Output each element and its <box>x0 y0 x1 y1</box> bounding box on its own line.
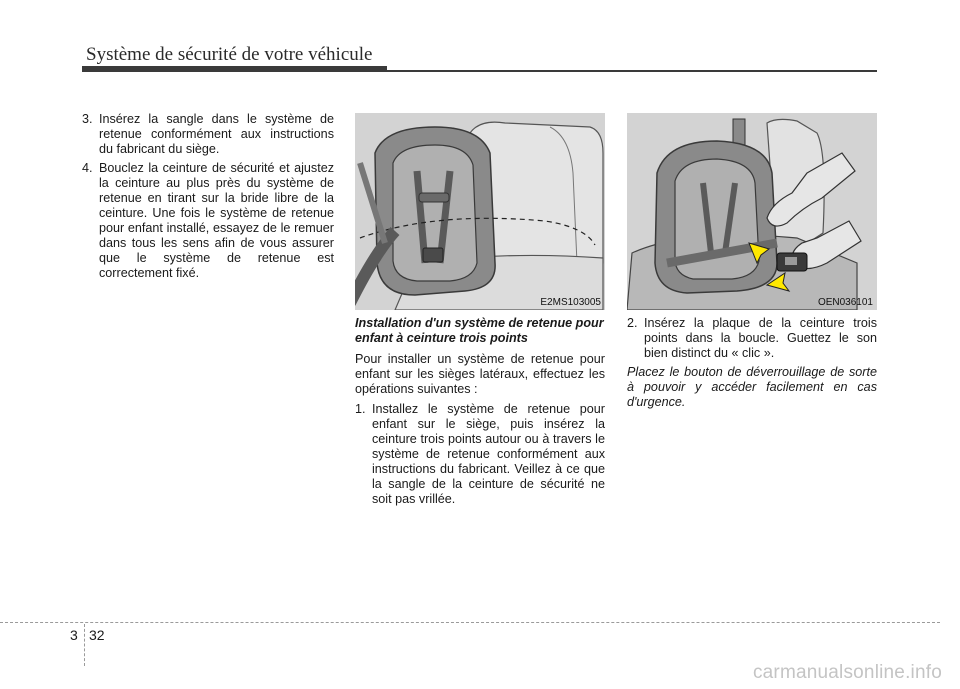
figure-code: E2MS103005 <box>540 297 601 308</box>
left-column <box>82 112 334 285</box>
watermark-text: carmanualsonline.info <box>752 662 942 683</box>
list-item-number: 3. <box>82 112 93 126</box>
figure-buckle-belt <box>627 113 877 310</box>
list-item-1 <box>355 402 605 507</box>
list-item-text: Insérez la sangle dans le système de retenue conformément aux instructions du fabricant du siège. <box>99 112 334 156</box>
list-item-text: Insérez la plaque de la ceinture trois points dans la boucle. Guettez le son bien distinct du « clic ». <box>644 316 877 360</box>
list-item-4 <box>82 161 334 281</box>
section-intro: Pour installer un système de retenue pour enfant sur les sièges latéraux, effectuez les opérations suivantes : <box>355 352 605 396</box>
list-item-text: Installez le système de retenue pour enfant sur le siège, puis insérez la ceinture trois points autour ou à travers le système de retenue conformément aux instructions du fabricant. Veillez à ce que la sangle de la ceinture de sécurité ne soit pas vrillée. <box>372 402 605 506</box>
list-item-2 <box>627 316 877 361</box>
section-subheading: Installation d'un système de retenue pour enfant à ceinture trois points <box>355 316 604 345</box>
list-item-number: 1. <box>355 402 366 416</box>
footer-vertical-dashed-rule <box>84 624 85 666</box>
page-chapter-number: 3 <box>70 627 78 643</box>
middle-column <box>355 316 605 511</box>
list-item-text: Bouclez la ceinture de sécurité et ajustez la ceinture au plus près du système de retenue en tirant sur la bride libre de la ceinture. Une fois le système de retenue pour enfant installé, essayez de le remuer dans tous les sens afin de vous assurer que le système de retenue est correctement fixé. <box>99 161 334 280</box>
header-rule-thin <box>82 70 877 72</box>
safety-note: Placez le bouton de déverrouillage de sorte à pouvoir y accéder facilement en cas d'urgence. <box>627 365 877 409</box>
child-seat-illustration <box>355 113 605 310</box>
figure-child-seat-bench <box>355 113 605 310</box>
buckle-illustration <box>627 113 877 310</box>
page-header-title: Système de sécurité de votre véhicule <box>86 44 373 65</box>
footer-dashed-rule <box>0 622 940 623</box>
list-item-3 <box>82 112 334 157</box>
figure-code: OEN036101 <box>817 297 873 308</box>
list-item-number: 2. <box>627 316 638 330</box>
list-item-number: 4. <box>82 161 93 175</box>
right-column <box>627 316 877 410</box>
page-number: 32 <box>89 627 105 643</box>
